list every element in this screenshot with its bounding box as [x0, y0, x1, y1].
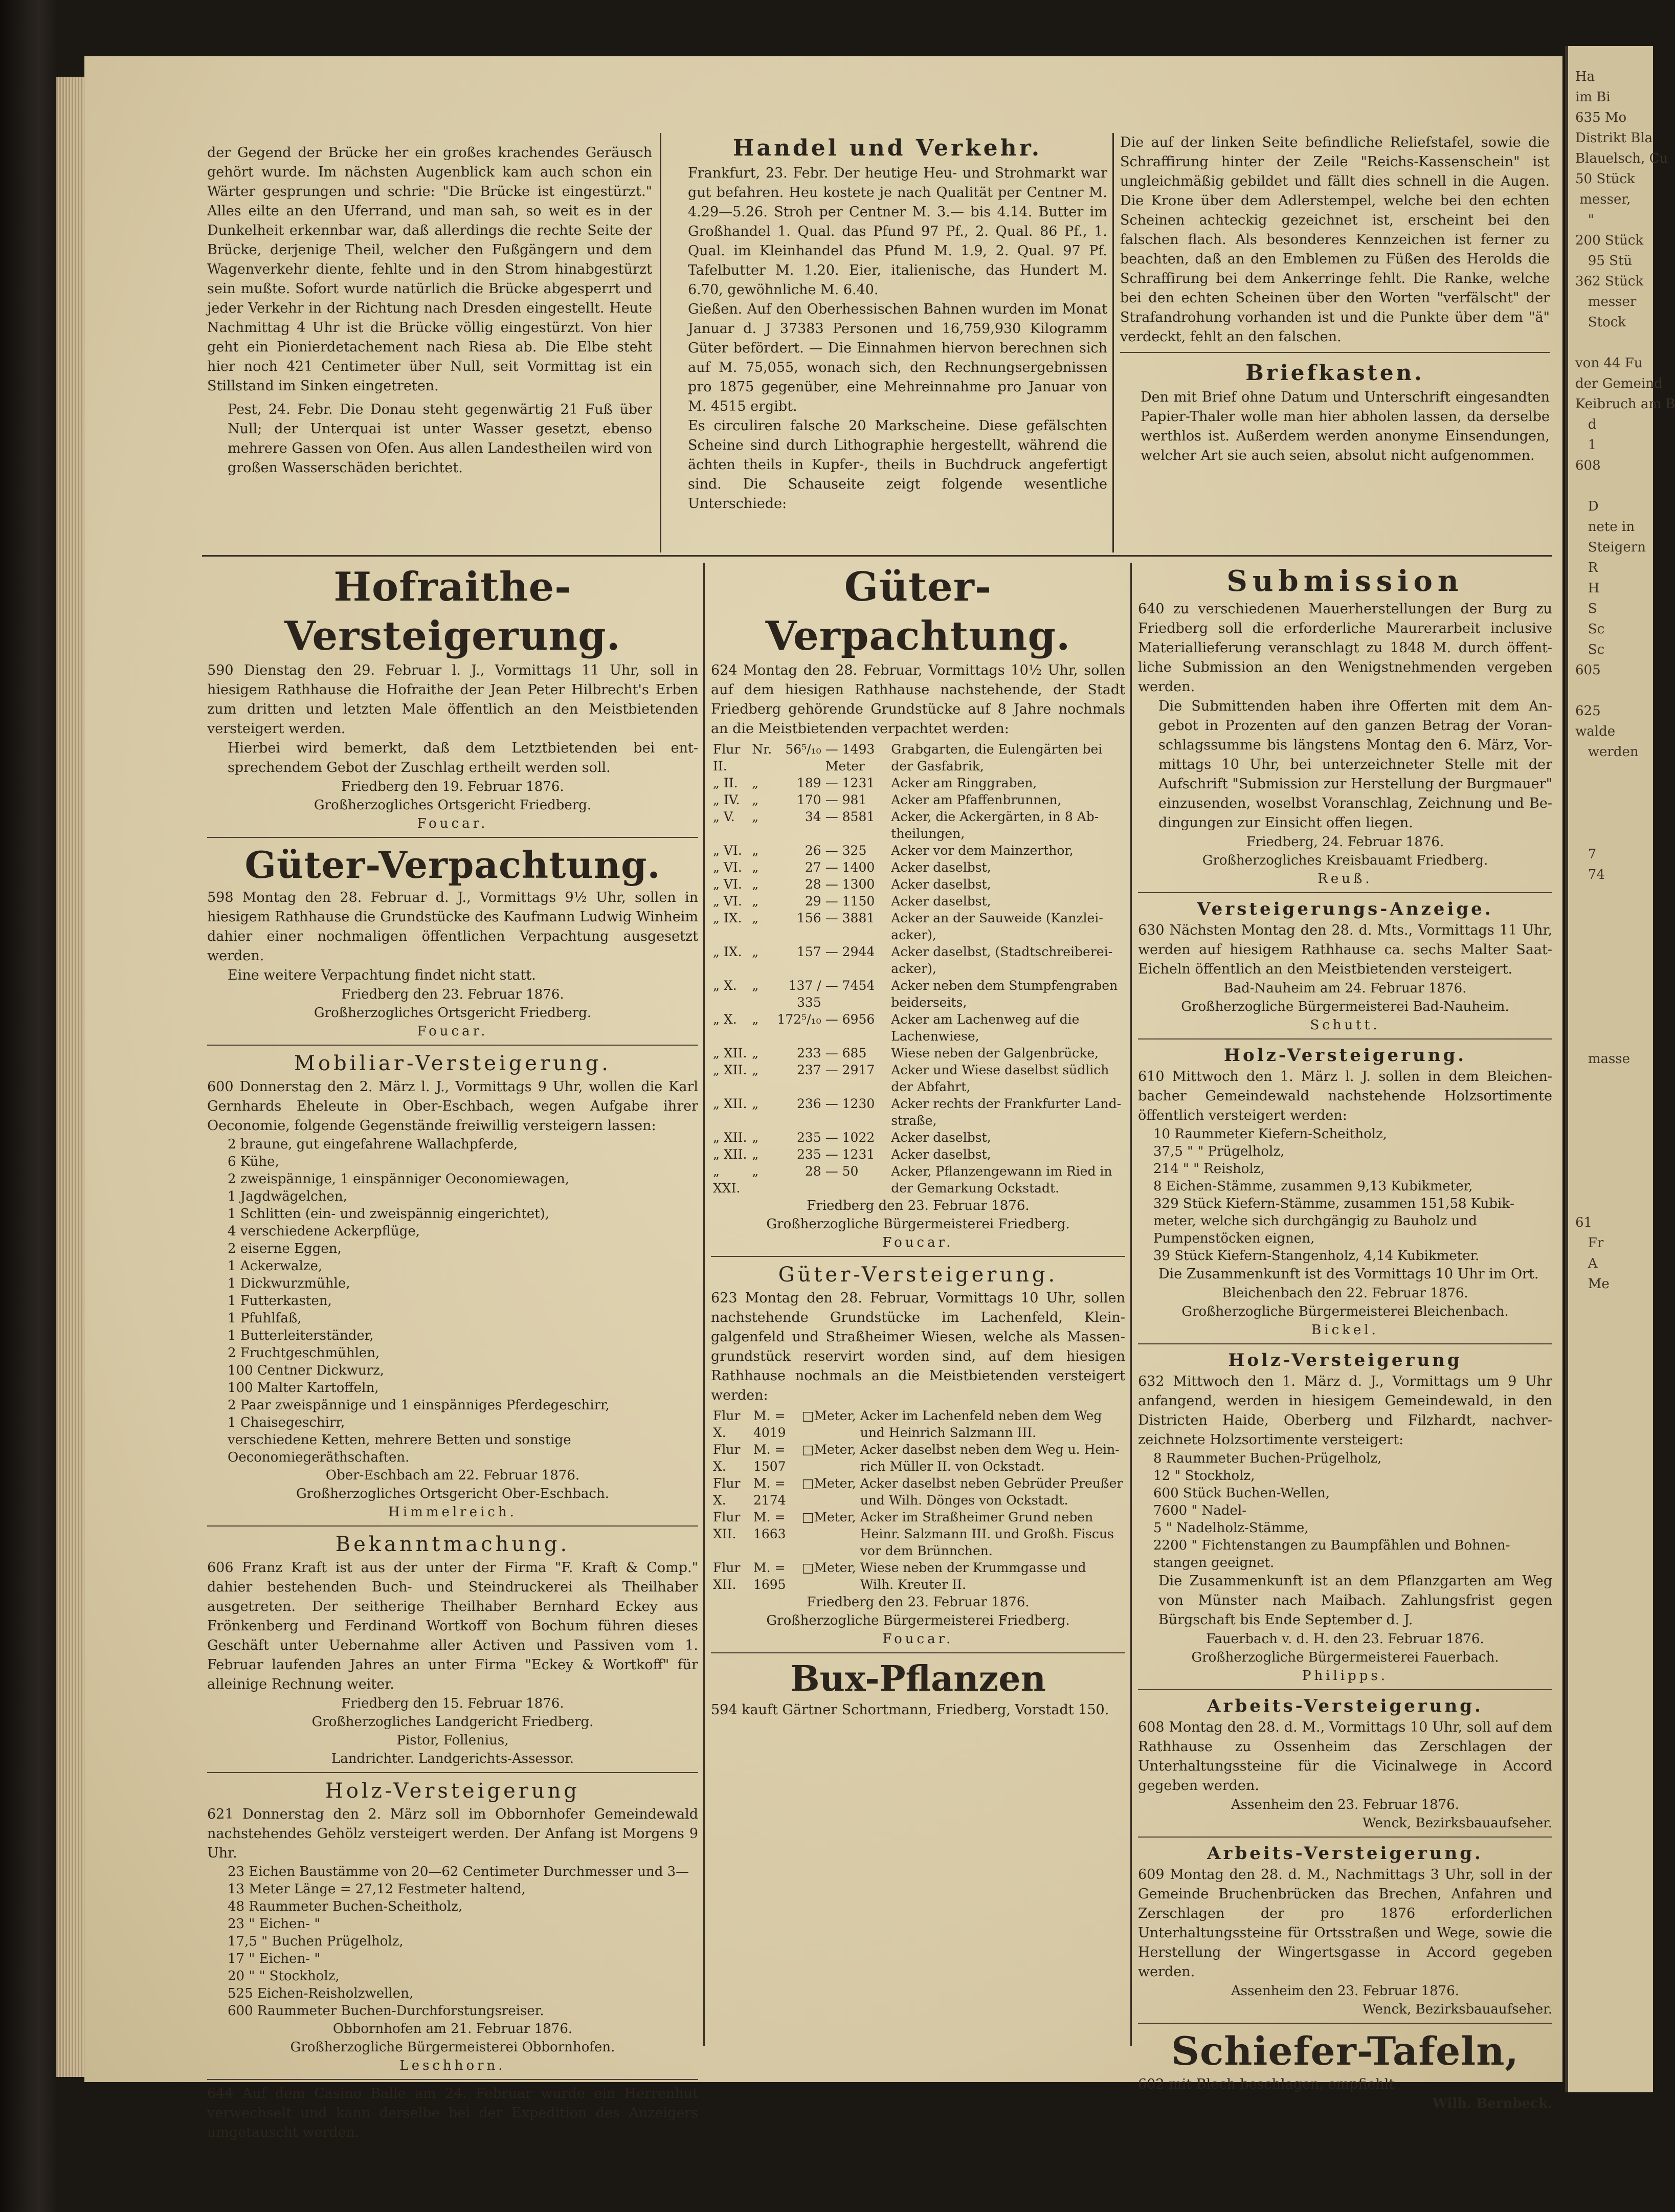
table-cell: „ [752, 776, 759, 790]
list-item: 1 Futterkasten, [228, 1293, 332, 1309]
divider [207, 1772, 698, 1773]
divider [711, 1652, 1125, 1653]
table-cell: □Meter, [801, 1408, 856, 1423]
ads-col-middle [711, 563, 1125, 2056]
ad-date: Friedberg, 24. Februar 1876. [1246, 834, 1444, 850]
table-cell: 157 [796, 944, 821, 959]
table-cell: — 1230 [825, 1096, 875, 1111]
adjacent-page-text: Ha im Bi 635 Mo Distrikt Bla Blauelsch, Cu 50 Stück messer, " 200 Stück 95 Stü 362 Stück messer Stock von 44 Fu der Gemeind Keibruch am B d 1 608 D nete in Steigern R H S Sc Sc 605 625 walde werden 7 74 masse 61 Fr A Me [1575, 69, 1675, 1292]
table-cell: „ [752, 1147, 759, 1162]
table-cell: Acker daselbst, [891, 894, 991, 909]
ad-signature: Großherzogliche Bürgermeisterei Friedberg. [766, 1216, 1070, 1232]
list-item: 6 Kühe, [228, 1154, 279, 1169]
table-cell: — 325 [825, 843, 867, 858]
table-row [711, 842, 1125, 859]
table-cell: — 8581 [825, 809, 875, 824]
table-cell: — 685 [825, 1046, 867, 1060]
ad-body: Die Zusammenkunft ist des Vormittags 10 Uhr im Ort. [1158, 1266, 1539, 1282]
list-item: 1 Pfuhlfaß, [228, 1311, 302, 1326]
table-cell: „ IV. [713, 792, 740, 807]
table-cell: Acker daselbst neben dem Weg u. Heinrich Müller II. von Ockstadt. [860, 1442, 1120, 1474]
list-item: 23 Eichen Baustämme von 20—62 Centimeter Durchmesser und 3—13 Meter Länge = 27,12 Festmeter haltend, [228, 1864, 689, 1897]
ad-body: 640 zu verschiedenen Mauerherstellungen der Burg zu Friedberg soll die erforderliche Maurerarbeit inclusive Materiallieferung veranschlagt zu 1848 M. durch öffentliche Submission an den Wenigstnehmenden vergeben werden. [1138, 601, 1552, 695]
table-cell: Acker im Lachenfeld neben dem Weg und Heinrich Salzmann III. [860, 1408, 1102, 1440]
list-item: 1 Dickwurzmühle, [228, 1276, 350, 1291]
table-row [711, 1045, 1125, 1061]
table-row [711, 859, 1125, 876]
ad-body: 632 Mittwoch den 1. März d. J., Vormittags um 9 Uhr anfangend, werden in hiesigem Gemeindewald, in den Districten Haide, Oberberg und Filzhardt, nachverzeichnete Holzsortimente versteigert: [1138, 1374, 1552, 1448]
list-item: 23 " Eichen- " [228, 1916, 321, 1932]
news-paragraph: Es circuliren falsche 20 Markscheine. Diese gefälschten Scheine sind durch Lithographie hergestellt, während die ächten theils in Kupfer-, theils in Buchdruck angefertigt sind. Die Schauseite zeigt folgende wesentliche Unterschiede: [688, 418, 1107, 512]
list-item: 100 Malter Kartoffeln, [228, 1380, 379, 1396]
ad-signature: Großherzogliches Ortsgericht Ober-Eschbach. [296, 1486, 609, 1501]
ad-body: 644 Auf dem Casino Balle am 24. Februar wurde ein Herrenhut verwechselt und kann derselbe bei der Expedition des Anzeigers umgetauscht werden. [207, 2086, 698, 2140]
table-cell: — 7454 [825, 978, 875, 993]
list-item: 1 Jagdwägelchen, [228, 1189, 347, 1204]
list-item: 12 " Stockholz, [1153, 1468, 1255, 1484]
table-cell: Acker im Straßheimer Grund neben Heinr. Salzmann III. und Großh. Fiscus vor dem Brünnchen. [860, 1510, 1114, 1558]
table-cell: „ [752, 809, 759, 824]
table-row [711, 1441, 1125, 1475]
divider [1138, 1689, 1552, 1690]
list-item: 525 Eichen-Reisholzwellen, [228, 1986, 414, 2001]
ad-title: Mobiliar-Versteigerung. [294, 1052, 611, 1075]
table-row [711, 791, 1125, 808]
list-item: 8 Raummeter Buchen-Prügelholz, [1153, 1451, 1382, 1466]
table-cell: Flur XII. [713, 1510, 741, 1541]
list-item: 4 verschiedene Ackerpflüge, [228, 1224, 420, 1239]
list-item: 2 Fruchtgeschmühlen, [228, 1345, 380, 1361]
column-rule [1130, 563, 1132, 2046]
ad-signature: Foucar. [417, 816, 488, 831]
ad-signature: Schutt. [1310, 1017, 1380, 1033]
ad-title: Holz-Versteigerung. [1223, 1045, 1467, 1066]
news-paragraph: Den mit Brief ohne Datum und Unterschrift eingesandten Papier-Thaler wolle man hier abholen lassen, da derselbe werthlos ist. Außerdem werden anonyme Einsendungen, welcher Art sie auch seien, absolut nicht aufgenommen. [1141, 389, 1550, 463]
table-cell: „ [752, 1063, 759, 1077]
table-cell: „ V. [713, 809, 735, 824]
news-paragraph: Frankfurt, 23. Febr. Der heutige Heu- und Strohmarkt war gut befahren. Heu kostete je nach Qualität per Centner M. 4.29—5.26. Stroh per Centner M. 3.— bis 4.14. Butter im Großhandel 1. Qual. das Pfund 97 Pf., 2. Qual. 86 Pf., 1. Qual. im Kleinhandel das Pfund M. 1.9, 2. Qual. 97 Pf. Tafelbutter M. 1.20. Eier, italienische, das Hundert M. 6.70, gewöhnliche M. 6.40. [688, 165, 1107, 298]
news-paragraph: Pest, 24. Febr. Die Donau steht gegenwärtig 21 Fuß über Null; der Unterquai ist unter Wasser gesetzt, ebenso mehrere Gassen von Ofen. Aus allen Landestheilen wird von großen Wasserschäden berichtet. [228, 402, 652, 476]
table-cell: „ XII. [713, 1130, 747, 1145]
ad-date: Friedberg den 19. Februar 1876. [341, 779, 564, 794]
table-cell: „ [752, 911, 759, 925]
table-row [711, 1559, 1125, 1593]
divider [207, 837, 698, 838]
table-row [711, 1163, 1125, 1197]
ad-signature: Reuß. [1317, 871, 1373, 887]
ad-title: Güter-Versteigerung. [778, 1263, 1058, 1287]
ad-body: Die Zusammenkunft ist an dem Pflanzgarten am Weg von Münster nach Maibach. Zahlungsfrist gegen Bürgschaft bis Ende September d. J. [1158, 1573, 1552, 1628]
divider [207, 1525, 698, 1527]
ad-signature: Philipps. [1302, 1668, 1389, 1684]
ad-title: Güter-Verpachtung. [765, 564, 1071, 659]
ad-body: Die Submittenden haben ihre Offerten mit dem Angebot in Prozenten auf den ganzen Betrag der Voranschlagssumme bis längstens Montag den 6. März, Vormittags 10 Uhr, bei unterzeichneter Stelle mit der Aufschrift "Submission zur Herstellung der Burgmauer" einzusenden, woselbst Voranschlag, Zeichnung und Bedingungen zur Einsicht offen liegen. [1158, 698, 1552, 831]
table-cell: Acker daselbst neben Gebrüder Preußer und Wilh. Dönges von Ockstadt. [860, 1476, 1123, 1508]
ad-date: Assenheim den 23. Februar 1876. [1231, 1983, 1460, 1999]
table-cell: — 2944 [825, 944, 875, 959]
table-cell: Acker und Wiese daselbst südlich der Abfahrt, [891, 1063, 1109, 1094]
table-cell: 156 [796, 911, 821, 925]
news-paragraph: der Gegend der Brücke her ein großes krachendes Geräusch gehört wurde. Im nächsten Augenblick kam auch schon ein Wärter gesprungen und schrie: "Die Brücke ist eingestürzt." Alles eilte an den Uferrand, und man sah, so weit es in der Dunkelheit erkennbar war, daß allerdings die rechte Seite der Brücke, derjenige Theil, welcher den Fußgängern und dem Wagenverkehr diente, fehlte und in den Strom hinabgestürzt sein mußte. Sofort wurde natürlich die Brücke abgesperrt und jeder Verkehr in der Richtung nach Dresden eingestellt. Heute Nachmittag 4 Uhr ist die Brücke völlig eingestürzt. Von hier geht ein Pionierdetachement nach Riesa ab. Die Elbe steht hier noch 421 Centimeter über Null, seit Vormittag ist ein Stillstand im Sinken eingetreten. [207, 145, 652, 394]
table-cell: 29 [805, 894, 821, 909]
ad-title: Arbeits-Versteigerung. [1207, 1696, 1483, 1716]
ad-date: Obbornhofen am 21. Februar 1876. [332, 2021, 573, 2037]
table-cell: Acker daselbst, [891, 860, 991, 875]
item-list [1138, 1125, 1552, 1265]
newspaper-page [84, 56, 1562, 2140]
table-row [711, 1095, 1125, 1129]
ad-body: 598 Montag den 28. Februar d. J., Vormittags 9½ Uhr, sollen in hiesigem Rathhause die Grundstücke des Kaufmann Ludwig Winheim dahier einer nochmaligen öffentlichen Verpachtung ausgesetzt werden. [207, 890, 698, 964]
ads-col-left [207, 563, 698, 2140]
table-cell: „ [752, 1130, 759, 1145]
divider [1138, 1343, 1552, 1344]
divider [1120, 352, 1550, 353]
list-item: verschiedene Ketten, mehrere Betten und sonstige Oeconomiegeräthschaften. [228, 1432, 571, 1465]
table-cell: „ XII. [713, 1063, 747, 1077]
ad-date: Friedberg den 23. Februar 1876. [341, 987, 564, 1002]
table-cell: Acker daselbst, [891, 877, 991, 892]
list-item: 37,5 " " Prügelholz, [1153, 1144, 1285, 1159]
table-cell: „ [752, 1096, 759, 1111]
ad-signature: Pistor, Follenius, [396, 1733, 509, 1748]
book-binding [0, 0, 56, 2212]
section-rule [202, 555, 1552, 557]
top-col-1 [207, 143, 652, 542]
list-item: 39 Stück Kiefern-Stangenholz, 4,14 Kubikmeter. [1153, 1248, 1480, 1264]
table-cell: „ [752, 1046, 759, 1060]
table-cell: Acker neben dem Stumpfengraben beiderseits, [891, 978, 1118, 1010]
ad-signature: Großherzogliche Bürgermeisterei Fauerbach. [1191, 1650, 1499, 1665]
table-cell: — 50 [825, 1164, 859, 1179]
list-item: 600 Raummeter Buchen-Durchforstungsreiser. [228, 2003, 544, 2019]
table-cell: 56⁵/₁₀ [785, 742, 821, 757]
table-cell: „ [752, 843, 759, 858]
section-title: Briefkasten. [1245, 360, 1424, 385]
column-rule [1112, 133, 1114, 552]
table-cell: „ [752, 860, 759, 875]
ad-title: Holz-Versteigerung [325, 1779, 580, 1803]
ads-col-right [1138, 563, 1552, 2111]
divider [207, 1045, 698, 1046]
list-item: 214 " " Reisholz, [1153, 1161, 1265, 1177]
ad-body: 606 Franz Kraft ist aus der unter der Firma "F. Kraft & Comp." dahier bestehenden Buch- und Steindruckerei als Theilhaber ausgetreten. Der seitherige Theilhaber Bernhard Eckey aus Frönkenberg und Ferdinand Wortkoff von Bochum führen dieses Geschäft unter Uebernahme aller Activen und Passiven vom 1. Februar laufenden Jahres an unter Firma "Eckey & Wortkoff" für alleinige Rechnung weiter. [207, 1560, 698, 1692]
table-cell: Acker am Ringgraben, [891, 776, 1037, 790]
ad-signature: Bickel. [1311, 1322, 1379, 1338]
list-item: 48 Raummeter Buchen-Scheitholz, [228, 1899, 463, 1914]
ad-body: 602 mit Blech beschlagen, empfiehlt [1138, 2076, 1395, 2092]
list-item: 329 Stück Kiefern-Stämme, zusammen 151,58 Kubikmeter, welche sich durchgängig zu Bauholz und Pumpenstöcken eignen, [1153, 1196, 1514, 1246]
ad-signature: Wenck, Bezirksbauaufseher. [1362, 1816, 1552, 1831]
table-row [711, 1475, 1125, 1509]
list-item: 100 Centner Dickwurz, [228, 1363, 385, 1378]
table-cell: — 2917 [825, 1063, 875, 1077]
ad-title: Holz-Versteigerung [1228, 1350, 1462, 1370]
table-cell: Acker, die Ackergärten, in 8 Abtheilungen, [891, 809, 1099, 841]
item-list [207, 1136, 698, 1466]
ad-date: Assenheim den 23. Februar 1876. [1231, 1797, 1460, 1812]
item-list [1138, 1450, 1552, 1572]
table-cell: „ XII. [713, 1096, 747, 1111]
ad-body: Hierbei wird bemerkt, daß dem Letztbietenden bei entsprechendem Gebot der Zuschlag ertheilt werden soll. [228, 740, 698, 776]
table-cell: 237 [796, 1063, 821, 1077]
table-cell: 170 [796, 792, 821, 807]
divider [1138, 1038, 1552, 1039]
ad-signature: Wilh. Bernbeck. [1432, 2096, 1552, 2111]
table-cell: 189 [796, 776, 821, 790]
table-cell: 27 [805, 860, 821, 875]
table-cell: „ VI. [713, 860, 742, 875]
ad-title: Schiefer-Tafeln, [1171, 2028, 1519, 2074]
table-cell: — 1300 [825, 877, 875, 892]
ad-date: Friedberg den 15. Februar 1876. [341, 1696, 564, 1711]
ad-date: Friedberg den 23. Februar 1876. [807, 1198, 1030, 1213]
table-row [711, 741, 1125, 775]
ad-signature: Großherzogliche Bürgermeisterei Bleichenbach. [1181, 1304, 1509, 1319]
table-row [711, 977, 1125, 1011]
divider [1138, 1837, 1552, 1838]
table-cell: „ [752, 792, 759, 807]
ad-date: Fauerbach v. d. H. den 23. Februar 1876. [1206, 1631, 1484, 1647]
table-cell: Flur X. [713, 1442, 741, 1474]
section-title: Handel und Verkehr. [732, 135, 1042, 161]
list-item: 8 Eichen-Stämme, zusammen 9,13 Kubikmeter, [1153, 1179, 1473, 1194]
divider [711, 1256, 1125, 1257]
table-cell: „ XII. [713, 1046, 747, 1060]
table-row [711, 1509, 1125, 1559]
table-row [711, 893, 1125, 910]
table-row [711, 775, 1125, 791]
table-cell: — 1400 [825, 860, 875, 875]
table-cell: □Meter, [801, 1560, 856, 1575]
ad-body: 590 Dienstag den 29. Februar l. J., Vormittags 11 Uhr, soll in hiesigem Rathhause die Hofraithe der Jean Peter Hilbrecht's Erben zum dritten und letzten Male öffentlich an den Meistbietenden versteigert werden. [207, 662, 698, 737]
item-list [207, 1863, 698, 2020]
ad-body: 594 kauft Gärtner Schortmann, Friedberg, Vorstadt 150. [711, 1702, 1109, 1718]
divider [207, 2079, 698, 2080]
ad-signature: Großherzogliche Bürgermeisterei Obbornhofen. [290, 2040, 615, 2055]
ad-body: 608 Montag den 28. d. M., Vormittags 10 Uhr, soll auf dem Rathhause zu Ossenheim das Zerschlagen der Unterhaltungssteine für die Vicinalwege in Accord gegeben werden. [1138, 1719, 1552, 1794]
parcel-table [711, 741, 1125, 1197]
table-row [711, 1061, 1125, 1095]
list-item: 1 Butterleiterständer, [228, 1328, 374, 1343]
table-cell: □Meter, [801, 1476, 856, 1491]
table-cell: „ VI. [713, 843, 742, 858]
table-row [711, 1129, 1125, 1146]
ad-signature: Himmelreich. [388, 1505, 517, 1520]
ad-date: Friedberg den 23. Februar 1876. [807, 1595, 1030, 1610]
table-cell: M. = 1695 [753, 1560, 786, 1592]
list-item: 7600 " Nadel- [1153, 1503, 1247, 1518]
ad-date: Ober-Eschbach am 22. Februar 1876. [325, 1468, 580, 1483]
table-cell: „ [752, 894, 759, 909]
table-cell: Acker rechts der Frankfurter Landstraße, [891, 1096, 1122, 1128]
table-cell: 28 [805, 877, 821, 892]
ad-body: 630 Nächsten Montag den 28. d. Mts., Vormittags 11 Uhr, werden auf hiesigem Rathhause ca. sechs Malter Saat-Eicheln öffentlich an den Meistbietenden versteigert. [1138, 922, 1552, 977]
table-row [711, 808, 1125, 842]
list-item: 2 zweispännige, 1 einspänniger Oeconomiewagen, [228, 1171, 570, 1187]
ad-title: Arbeits-Versteigerung. [1207, 1843, 1483, 1864]
ad-date: Bleichenbach den 22. Februar 1876. [1222, 1286, 1468, 1301]
adjacent-page [1565, 46, 1675, 2092]
ad-body: 609 Montag den 28. d. M., Nachmittags 3 Uhr, soll in der Gemeinde Bruchenbrücken das Brechen, Anfahren und Zerschlagen der pro 1876 erforderlichen Unterhaltungssteine für Ortsstraßen und Wege, sowie die Herstellung der Wingertsgasse in Accord gegeben werden. [1138, 1867, 1552, 1980]
table-cell: 233 [796, 1046, 821, 1060]
list-item: 20 " " Stockholz, [228, 1968, 340, 1984]
table-cell: Acker am Pfaffenbrunnen, [891, 792, 1062, 807]
divider [1138, 2023, 1552, 2024]
table-cell: „ [752, 1164, 759, 1179]
news-paragraph: Gießen. Auf den Oberhessischen Bahnen wurden im Monat Januar d. J 37383 Personen und 16,759,930 Kilogramm Güter befördert. — Die Einnahmen hiervon berechnen sich auf M. 75,055, wonach sich, den Rechnungsergebnissen pro 1875 gegenüber, eine Mehreinnahme pro Januar von M. 4515 ergibt. [688, 301, 1107, 414]
ad-body: 624 Montag den 28. Februar, Vormittags 10½ Uhr, sollen auf dem hiesigen Rathhause nachstehende, der Stadt Friedberg gehörende Grundstücke auf 8 Jahre nochmals an die Meistbietenden verpachtet werden: [711, 662, 1125, 737]
table-row [711, 1146, 1125, 1163]
list-item: 10 Raummeter Kiefern-Scheitholz, [1153, 1126, 1388, 1142]
page-edges [56, 77, 87, 2077]
table-cell: — 1493 Meter [825, 742, 875, 773]
ad-title: Submission [1226, 564, 1464, 598]
parcel-table [711, 1407, 1125, 1593]
table-cell: Acker daselbst, (Stadtschreibereiacker), [891, 944, 1113, 976]
table-cell: Nr. [752, 742, 772, 757]
ad-signature: Großherzogliches Kreisbauamt Friedberg. [1202, 853, 1488, 868]
table-cell: Acker vor dem Mainzerthor, [891, 843, 1074, 858]
ad-signature: Großherzogliches Ortsgericht Friedberg. [314, 1005, 592, 1021]
column-rule [660, 133, 661, 552]
table-cell: „ II. [713, 776, 738, 790]
table-cell: Acker an der Sauweide (Kanzleiacker), [891, 911, 1103, 942]
top-col-3 [1120, 133, 1550, 552]
ad-body: Eine weitere Verpachtung findet nicht statt. [228, 967, 536, 983]
table-cell: „ XXI. [713, 1164, 741, 1196]
list-item: 2 Paar zweispännige und 1 einspänniges Pferdegeschirr, [228, 1398, 610, 1413]
list-item: 2 eiserne Eggen, [228, 1241, 342, 1256]
ad-body: 610 Mittwoch den 1. März l. J. sollen in dem Bleichenbacher Gemeindewald nachstehende Holzsortimente öffentlich versteigert werden: [1138, 1069, 1552, 1123]
list-item: 17,5 " Buchen Prügelholz, [228, 1934, 404, 1949]
ad-signature: Großherzogliche Bürgermeisterei Friedberg. [766, 1613, 1070, 1628]
ad-title: Bekanntmachung. [335, 1533, 570, 1556]
table-cell: „ [752, 1012, 759, 1027]
ad-signature: Foucar. [417, 1024, 488, 1039]
divider [1138, 892, 1552, 893]
table-cell: 235 [796, 1147, 821, 1162]
ad-date: Bad-Nauheim am 24. Februar 1876. [1223, 981, 1467, 996]
table-row [711, 910, 1125, 943]
table-cell: 34 [805, 809, 821, 824]
table-cell: „ XII. [713, 1147, 747, 1162]
table-cell: M. = 1663 [753, 1510, 786, 1541]
ad-signature: Foucar. [882, 1235, 954, 1250]
table-cell: M. = 1507 [753, 1442, 786, 1474]
table-cell: □Meter, [801, 1510, 856, 1524]
column-rule [703, 563, 705, 2046]
table-cell: Wiese neben der Krummgasse und Wilh. Kreuter II. [860, 1560, 1086, 1592]
ad-signature: Wenck, Bezirksbauaufseher. [1362, 2002, 1552, 2017]
table-cell: 26 [805, 843, 821, 858]
table-cell: 172⁵/₁₀ [777, 1012, 821, 1027]
table-cell: „ VI. [713, 894, 742, 909]
table-cell: 137 / 335 [788, 978, 821, 1010]
ad-signature: Großherzogliche Bürgermeisterei Bad-Nauheim. [1181, 999, 1509, 1014]
table-cell: „ VI. [713, 877, 742, 892]
ad-body: 623 Montag den 28. Februar, Vormittags 10 Uhr, sollen nachstehende Grundstücke im Lachenfeld, Kleingalgenfeld und Straßheimer Wiesen, welche als Massengrundstück reservirt worden sind, auf dem hiesigen Rathhause nochmals an die Meistbietenden versteigert werden: [711, 1290, 1125, 1403]
list-item: 2200 " Fichtenstangen zu Baumpfählen und Bohnenstangen geeignet. [1153, 1538, 1510, 1570]
table-row [711, 1407, 1125, 1441]
table-cell: „ IX. [713, 944, 742, 959]
top-col-2 [667, 133, 1107, 542]
ad-signature: Großherzogliches Landgericht Friedberg. [311, 1714, 594, 1730]
table-cell: □Meter, [801, 1442, 856, 1457]
table-cell: Acker daselbst, [891, 1130, 991, 1145]
ad-signature: Großherzogliches Ortsgericht Friedberg. [314, 798, 592, 813]
table-cell: — 1022 [825, 1130, 875, 1145]
ad-body: 621 Donnerstag den 2. März soll im Obbornhofer Gemeindewald nachstehendes Gehölz versteigert werden. Der Anfang ist Morgens 9 Uhr. [207, 1806, 698, 1861]
table-cell: „ X. [713, 1012, 737, 1027]
table-cell: M. = 2174 [753, 1476, 786, 1508]
table-row [711, 876, 1125, 893]
list-item: 1 Ackerwalze, [228, 1258, 323, 1274]
table-cell: „ IX. [713, 911, 742, 925]
list-item: 5 " Nadelholz-Stämme, [1153, 1520, 1309, 1536]
table-cell: Flur II. [713, 742, 741, 773]
table-cell: 235 [796, 1130, 821, 1145]
table-cell: — 1150 [825, 894, 875, 909]
table-cell: Acker daselbst, [891, 1147, 991, 1162]
news-paragraph: Die auf der linken Seite befindliche Reliefstafel, sowie die Schraffirung hinter der Zeile "Reichs-Kassenschein" ist ungleichmäßig gebildet und fällt dies schnell in die Augen. Die Krone über dem Adlerstempel, welche bei den echten Scheinen achteckig gezeichnet ist, erscheint bei den falschen flach. Als besonderes Kennzeichen ist ferner zu beachten, daß an den Emblemen zu Füßen des Herolds die Schraffirung bei dem Ankerringe fehlt. Die Ranke, welche bei den echten Scheinen über den Worten "verfälscht" der Strafandrohung vorhanden ist und die Punkte über dem "ä" verdeckt, fehlt an den falschen. [1120, 135, 1550, 345]
table-cell: „ [752, 978, 759, 993]
table-cell: 28 [805, 1164, 821, 1179]
ad-body: 600 Donnerstag den 2. März l. J., Vormittags 9 Uhr, wollen die Karl Gernhards Eheleute in Ober-Eschbach, wegen Aufgabe ihrer Oeconomie, folgende Gegenstände freiwillig versteigern lassen: [207, 1079, 698, 1134]
list-item: 2 braune, gut eingefahrene Wallachpferde, [228, 1137, 518, 1152]
table-row [711, 943, 1125, 977]
ad-signature: Foucar. [882, 1631, 954, 1647]
table-cell: „ [752, 877, 759, 892]
table-cell: Flur XII. [713, 1560, 741, 1592]
table-cell: — 1231 [825, 1147, 875, 1162]
table-cell: Grabgarten, die Eulengärten bei der Gasfabrik, [891, 742, 1103, 773]
ad-title: Bux-Pflanzen [790, 1658, 1046, 1699]
table-cell: Wiese neben der Galgenbrücke, [891, 1046, 1099, 1060]
table-cell: — 3881 [825, 911, 875, 925]
table-cell: Flur X. [713, 1476, 741, 1508]
ad-title: Versteigerungs-Anzeige. [1197, 899, 1493, 919]
table-cell: Flur X. [713, 1408, 741, 1440]
ad-title: Hofraithe-Versteigerung. [284, 564, 621, 659]
table-cell: „ X. [713, 978, 737, 993]
table-cell: — 981 [825, 792, 867, 807]
table-cell: — 1231 [825, 776, 875, 790]
table-cell: M. = 4019 [753, 1408, 786, 1440]
list-item: 1 Chaisegeschirr, [228, 1415, 345, 1430]
list-item: 1 Schlitten (ein- und zweispännig eingerichtet), [228, 1206, 549, 1222]
table-cell: 236 [796, 1096, 821, 1111]
list-item: 17 " Eichen- " [228, 1951, 321, 1966]
ad-signature: Leschhorn. [399, 2058, 506, 2073]
ad-signature: Landrichter. Landgerichts-Assessor. [331, 1751, 574, 1766]
table-cell: — 6956 [825, 1012, 875, 1027]
list-item: 600 Stück Buchen-Wellen, [1153, 1486, 1330, 1501]
ad-title: Güter-Verpachtung. [244, 843, 661, 887]
table-cell: „ [752, 944, 759, 959]
table-cell: Acker am Lachenweg auf die Lachenwiese, [891, 1012, 1080, 1044]
table-row [711, 1011, 1125, 1045]
table-cell: Acker, Pflanzengewann im Ried in der Gemarkung Ockstadt. [891, 1164, 1112, 1196]
